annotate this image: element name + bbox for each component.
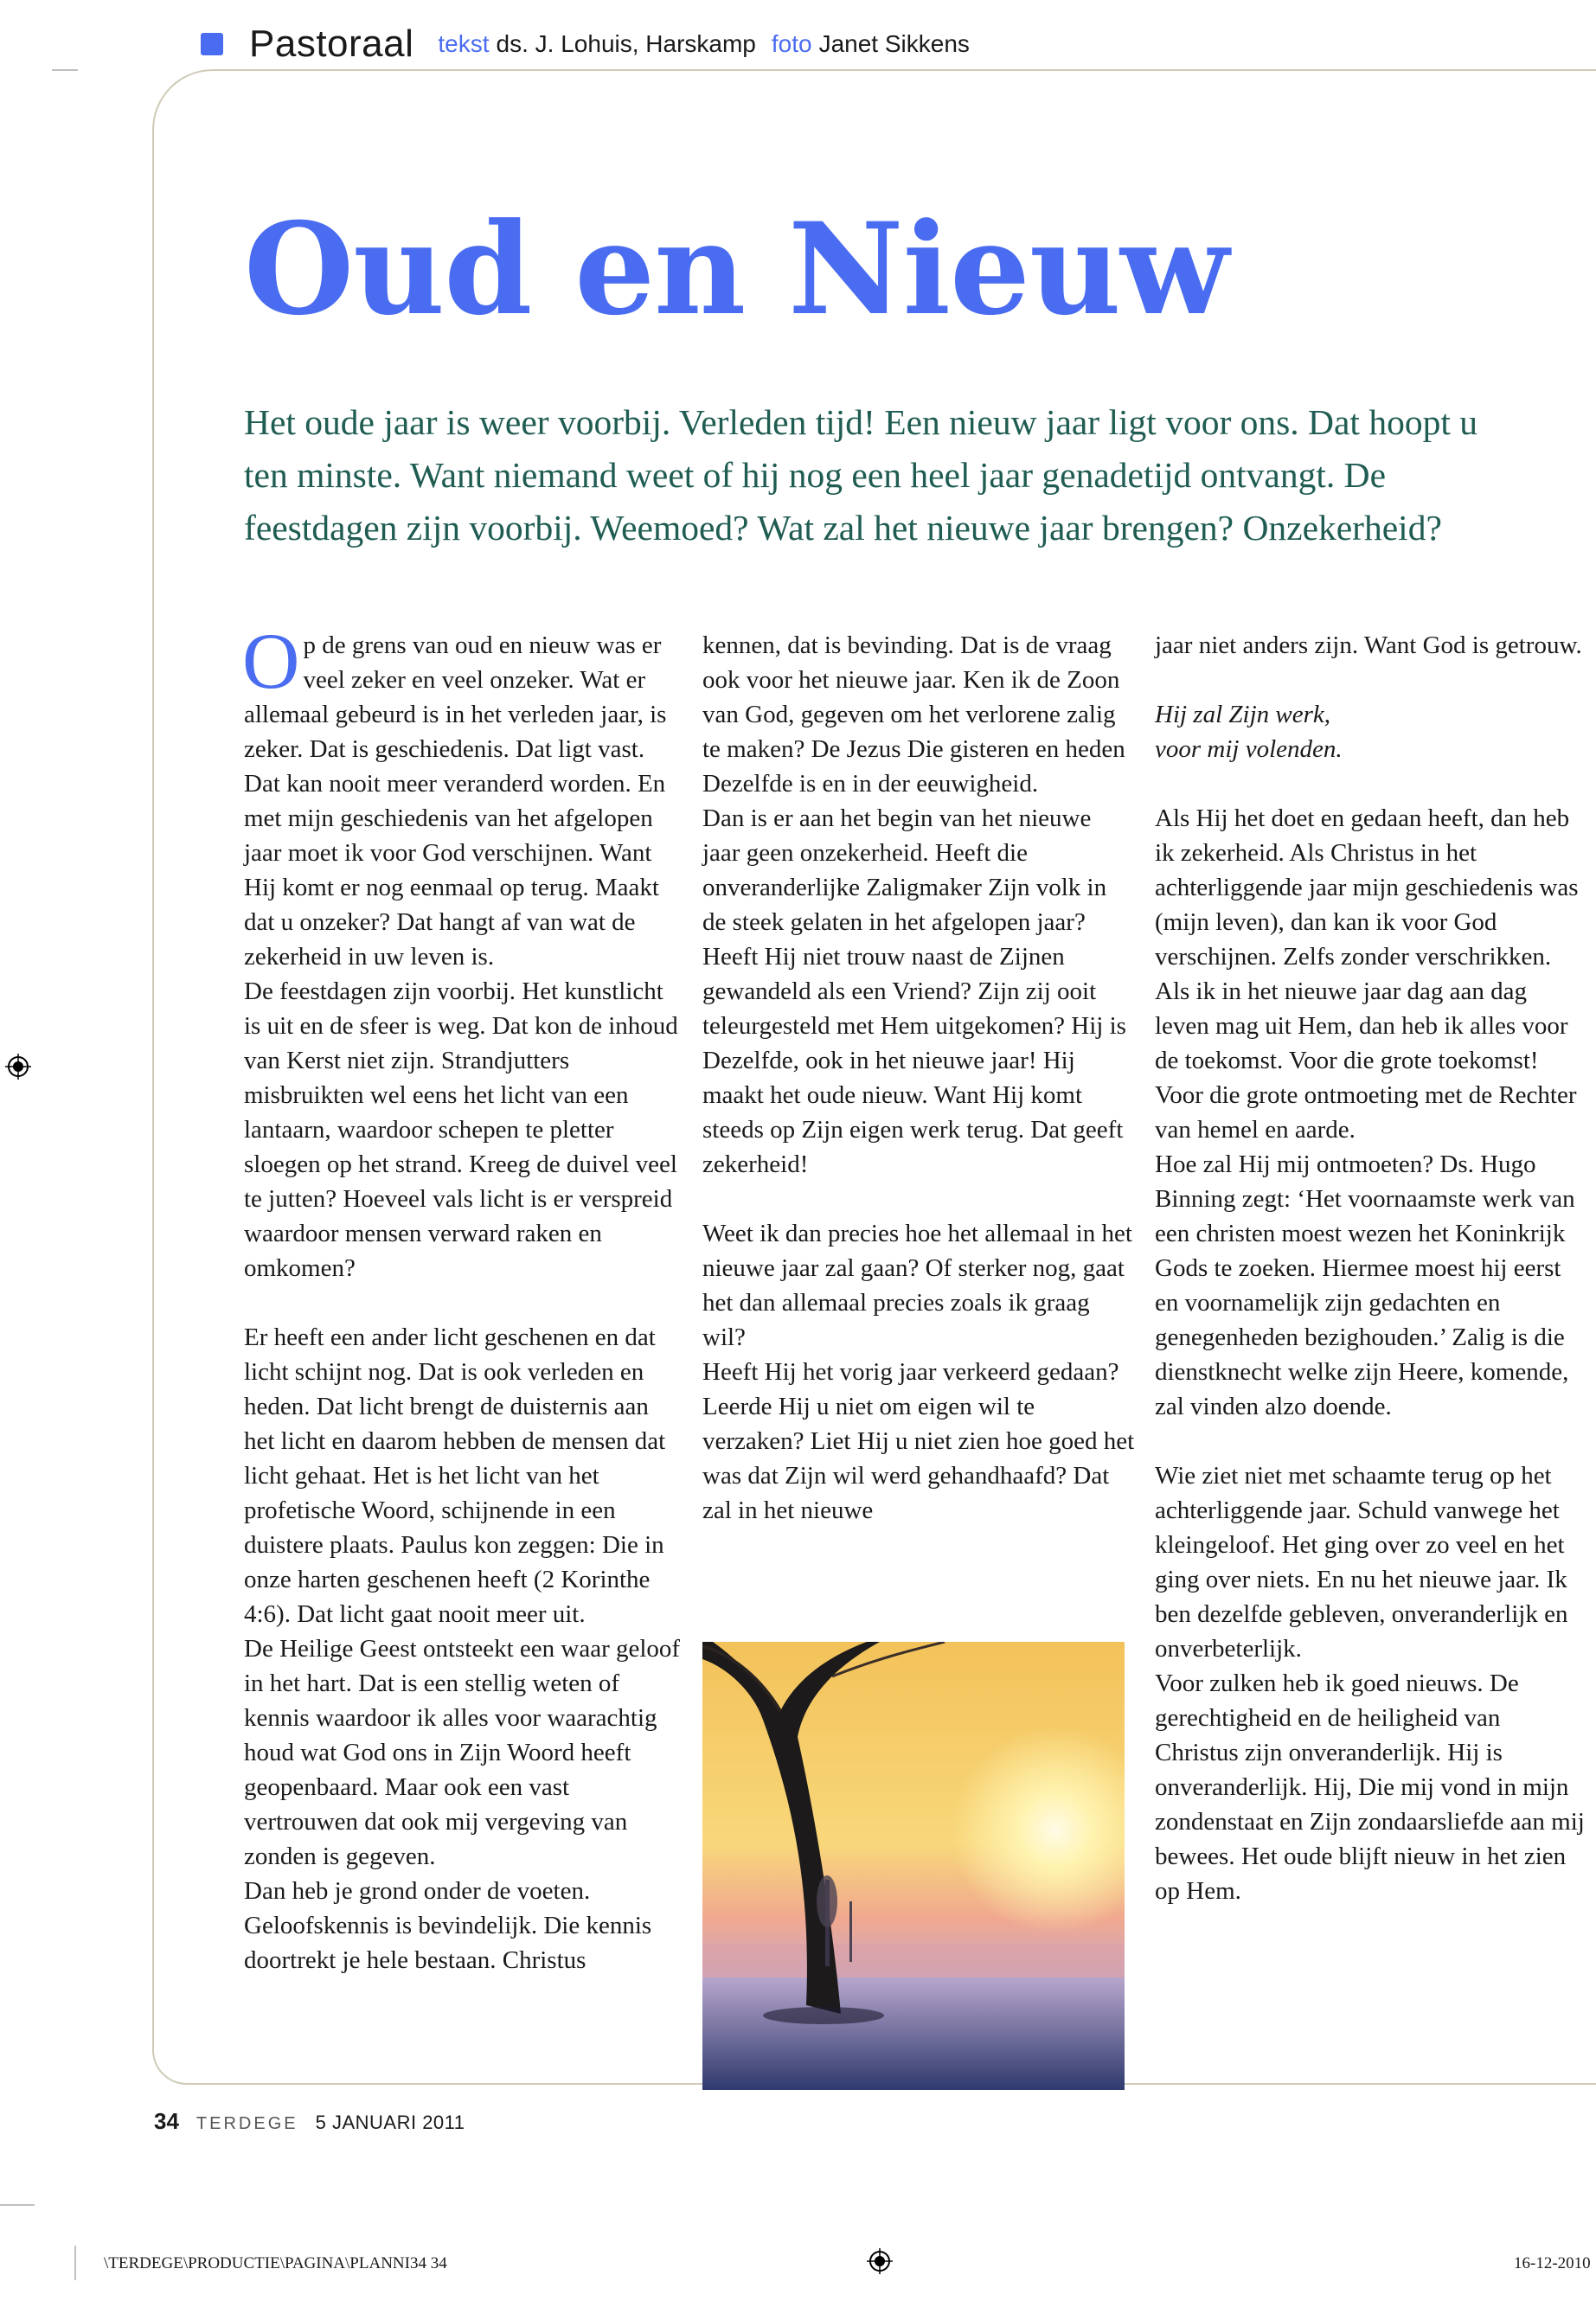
registration-mark-icon	[5, 1054, 31, 1080]
paragraph: Dan heb je grond onder de voeten. Geloofskennis is bevindelijk. Die kennis doortrekt je hele bestaan. Christus	[244, 1877, 652, 1974]
sunset-tree-photo	[702, 1642, 1125, 2090]
text-credit-label: tekst	[438, 30, 490, 57]
paragraph: De feestdagen zijn voorbij. Het kunstlicht is uit en de sfeer is weg. Dat kon de inhoud van Kerst niet zijn. Strandjutters misbruikten wel eens het licht van een lantaarn, waardoor schepen te pletter sloegen op het strand. Kreeg de duivel veel te jutten? Hoeveel vals licht is er verspreid waardoor mensen verward raken en omkomen?	[244, 977, 678, 1282]
paragraph	[242, 617, 685, 974]
issue-date: 5 JANUARI 2011	[315, 2112, 465, 2133]
paragraph-text: p de grens van oud en nieuw was er veel zeker en veel onzeker. Wat er allemaal gebeurd is in het verleden jaar, is zeker. Dat is geschiedenis. Dat ligt vast. Dat kan nooit meer veranderd worden. En met mijn geschiedenis van het afgelopen jaar moet ik voor God verschijnen. Want Hij komt er nog eenmaal op terug. Maakt dat u onzeker? Dat hangt af van wat de zekerheid in uw leven is.	[244, 631, 667, 971]
production-slug-date: 16-12-2010	[1514, 2254, 1591, 2272]
paragraph: Als Hij het doet en gedaan heeft, dan heb ik zekerheid. Als Christus in het achterliggende jaar mijn geschiedenis was (mijn leven), dan kan ik voor God verschijnen. Zelfs zonder verschrikken. Als ik in het nieuwe jaar dag aan dag leven mag uit Hem, dan heb ik alles voor de toekomst. Voor die grote toekomst! Voor die grote ontmoeting met de Rechter van hemel en aarde.	[1155, 804, 1579, 1144]
paragraph: De Heilige Geest ontsteekt een waar geloof in het hart. Dat is een stellig weten of kennis waardoor ik alles voor waarachtig houd wat God ons in Zijn Woord heeft geopenbaard. Maar ook een vast vertrouwen dat ook mij vergeving van zonden is gegeven.	[244, 1635, 681, 1870]
photo-credit-author: Janet Sikkens	[818, 30, 970, 57]
article-column-2	[702, 628, 1135, 1528]
production-slug-path: \TERDEGE\PRODUCTIE\PAGINA\PLANNI34 34	[104, 2254, 447, 2272]
paragraph: Heeft Hij het vorig jaar verkeerd gedaan? Leerde Hij u niet om eigen wil te verzaken? Liet Hij u niet zien hoe goed het was dat Zijn wil werd gehandhaafd? Dat zal in het nieuwe	[702, 1358, 1135, 1524]
page-footer	[154, 2108, 465, 2135]
paragraph: Wie ziet niet met schaamte terug op het achterliggende jaar. Schuld vanwege het kleingeloof. Het ging over zo veel en het ging over niets. En nu het nieuwe jaar. Ik ben dezelfde gebleven, onveranderlijk en onverbeterlijk.	[1155, 1462, 1568, 1663]
paragraph: Weet ik dan precies hoe het allemaal in het nieuwe jaar zal gaan? Of sterker nog, gaat het dan allemaal precies zoals ik graag wil?	[702, 1220, 1132, 1351]
paragraph: jaar niet anders zijn. Want God is getrouw.	[1155, 631, 1582, 659]
paragraph: Er heeft een ander licht geschenen en dat licht schijnt nog. Dat is ook verleden en heden. Dat licht brengt de duisternis aan het licht en daarom hebben de mensen dat licht gehaat. Het is het licht van het profetische Woord, schijnende in een duistere plaats. Paulus kon zeggen: Die in onze harten geschenen heeft (2 Korinthe 4:6). Dat licht gaat nooit meer uit.	[244, 1324, 666, 1628]
paragraph: kennen, dat is bevinding. Dat is de vraag ook voor het nieuwe jaar. Ken ik de Zoon van God, gegeven om het verlorene zalig te maken? De Jezus Die gisteren en heden Dezelfde is en in der eeuwigheid.	[702, 631, 1125, 798]
text-credit-author: ds. J. Lohuis, Harskamp	[496, 30, 756, 57]
page-header	[201, 17, 985, 71]
paragraph: Hoe zal Hij mij ontmoeten? Ds. Hugo Binning zegt: ‘Het voornaamste werk van een christen moest wezen het Koninkrijk Gods te zoeken. Hiermee moest hij eerst en voornamelijk zijn gedachten en genegenheden bezighouden.’ Zalig is die dienstknecht welke zijn Heere, komende, zal vinden alzo doende.	[1155, 1150, 1575, 1420]
magazine-name: TERDEGE	[195, 2114, 298, 2133]
paragraph: Voor zulken heb ik goed nieuws. De gerechtigheid en de heiligheid van Christus zijn onveranderlijk. Hij is onveranderlijk. Hij, Die mij vond in mijn zondenstaat en Zijn zondaarsliefde aan mij bewees. Het oude blijft nieuw in het zien op Hem.	[1155, 1670, 1585, 1905]
article-column-3	[1155, 628, 1587, 1908]
crop-mark	[52, 69, 78, 71]
photo-credit-label: foto	[771, 30, 812, 57]
quote-line: Hij zal Zijn werk,	[1155, 701, 1331, 728]
crop-mark	[74, 2246, 76, 2280]
article-title: Oud en Nieuw	[244, 195, 1228, 343]
paragraph: Dan is er aan het begin van het nieuwe jaar geen onzekerheid. Heeft die onveranderlijke Zaligmaker Zijn volk in de steek gelaten in het afgelopen jaar? Heeft Hij niet trouw naast de Zijnen gewandeld als een Vriend? Zijn zij ooit teleurgesteld met Hem uitgekomen? Hij is Dezelfde, ook in het nieuwe jaar! Hij maakt het oude nieuw. Want Hij komt steeds op Zijn eigen werk terug. Dat geeft zekerheid!	[702, 804, 1126, 1178]
page-number: 34	[154, 2108, 179, 2134]
drop-cap: O	[242, 617, 300, 705]
section-title: Pastoraal	[249, 22, 414, 65]
crop-mark	[0, 2204, 35, 2206]
article-column-1	[242, 617, 685, 1977]
article-intro: Het oude jaar is weer voorbij. Verleden tijd! Een nieuw jaar ligt voor ons. Dat hoopt u ten minste. Want niemand weet of hij nog een heel jaar genadetijd ontvangt. De feestdagen zijn voorbij. Weemoed? Wat zal het nieuwe jaar brengen? Onzekerheid?	[244, 402, 1477, 548]
quote-line: voor mij volenden.	[1155, 735, 1343, 763]
section-marker-icon	[201, 33, 223, 55]
registration-mark-icon	[867, 2248, 893, 2274]
